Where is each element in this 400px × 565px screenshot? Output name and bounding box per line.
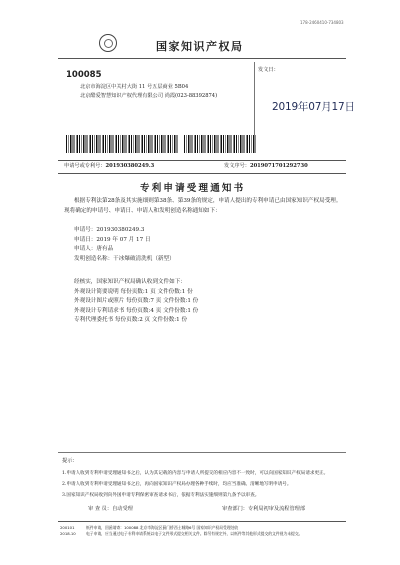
barcode-right: [184, 135, 256, 153]
received-files: [74, 278, 344, 326]
header-rule: [58, 58, 346, 59]
footer-line-1: 纸件申请，回函请寄：100088 北京市海淀区蓟门桥西土城路6号 国家知识产权局受理处收: [86, 525, 239, 530]
fields-list: [74, 226, 344, 264]
footer-line-2: 电子申请，应当通过电子专利申请系统以电子文件形式提交相关文件。除另有规定外，以纸件等其他形式提交的文件视为未提交。: [86, 531, 303, 536]
footer-text-block: [86, 525, 344, 537]
department-label: 审查部门：: [222, 506, 248, 512]
application-number-label: 申请号或专利号：: [64, 163, 106, 169]
barcode-left: [66, 135, 178, 153]
dispatch-divider: [254, 62, 255, 142]
address-line-1: 北京市海淀区中关村大街 11 号五层商业 5B04: [80, 84, 189, 90]
file-item: 外观设计图片或照片 每份页数:7 页 文件份数:1 份: [74, 298, 199, 305]
postcode: 100085: [66, 70, 102, 80]
field-invention-title: 发明创造名称：干冰爆破清洗机（新型）: [74, 255, 175, 262]
file-item: 外观设计简要说明 每份页数:1 页 文件份数:1 份: [74, 288, 193, 295]
footer-rule: [58, 521, 346, 522]
examiner-row: [88, 506, 133, 514]
department-row: [222, 506, 305, 514]
note-item: 2.申请人收到专利申请受理通知书之后，再向国家知识产权局办理各种手续时，均应当准确、清晰地写明申请号。: [62, 481, 292, 487]
department-name: 专利局初审及流程管理部: [247, 506, 306, 512]
form-code-block: [60, 525, 76, 537]
field-application-number: 申请号：201930380249.3: [74, 227, 145, 233]
file-item: 外观设计专利请求书 每份页数:4 页 文件份数:1 份: [74, 307, 199, 314]
form-date: 2018.10: [60, 531, 76, 536]
examiner-label: 审 查 员：: [88, 506, 113, 512]
application-number: 201930380249.3: [105, 163, 155, 169]
form-code: 200101: [60, 525, 75, 530]
notes-list: [62, 470, 344, 499]
field-applicant: 申请人：唐有品: [74, 246, 114, 253]
document-number-label: 发文序号：: [224, 163, 250, 169]
cnipa-emblem-icon: [99, 34, 117, 52]
files-intro: 经核实，国家知识产权局确认收到文件如下：: [74, 279, 186, 285]
org-name: 国家知识产权局: [156, 40, 244, 53]
application-number-row: [64, 163, 154, 171]
document-number-row: [224, 163, 308, 171]
document-number: 2019071701292730: [249, 163, 308, 169]
address-line-2: 北京酷爱智慧知识产权代理有限公司 尚霞(023-88392874): [80, 93, 218, 99]
field-application-date: 申请日：2019 年 07 月 17 日: [74, 236, 151, 243]
document-title: 专利申请受理通知书: [140, 183, 246, 194]
note-item: 3.国家知识产权局收到向外国申请专利保密审查请求书后，依据专利法实施细则第九条予以审查。: [62, 492, 260, 498]
notes-top-rule: [58, 452, 346, 453]
dispatch-label: 发文日：: [258, 67, 279, 73]
info-bottom-rule: [58, 173, 346, 174]
serial-number: 178-2460410-734803: [300, 20, 344, 25]
notes-title: 提示：: [62, 458, 78, 464]
intro-paragraph: 根据专利法第28条及其实施细则第38条、第39条的规定，申请人提出的专利申请已由国家知识产权局受理。现将确定的申请号、申请日、申请人和发明创造名称通知如下：: [64, 198, 342, 214]
file-item: 专利代理委托书 每份页数:2 页 文件份数:1 份: [74, 317, 188, 324]
info-top-rule: [58, 160, 346, 161]
examiner-name: 自动受理: [112, 506, 133, 512]
note-item: 1.申请人收到专利申请受理通知书之后，认为其记载的内容与申请人所提交的相应内容不一致时，可以向国家知识产权局请求更正。: [62, 471, 329, 476]
dispatch-date: 2019年07月17日: [272, 101, 355, 113]
